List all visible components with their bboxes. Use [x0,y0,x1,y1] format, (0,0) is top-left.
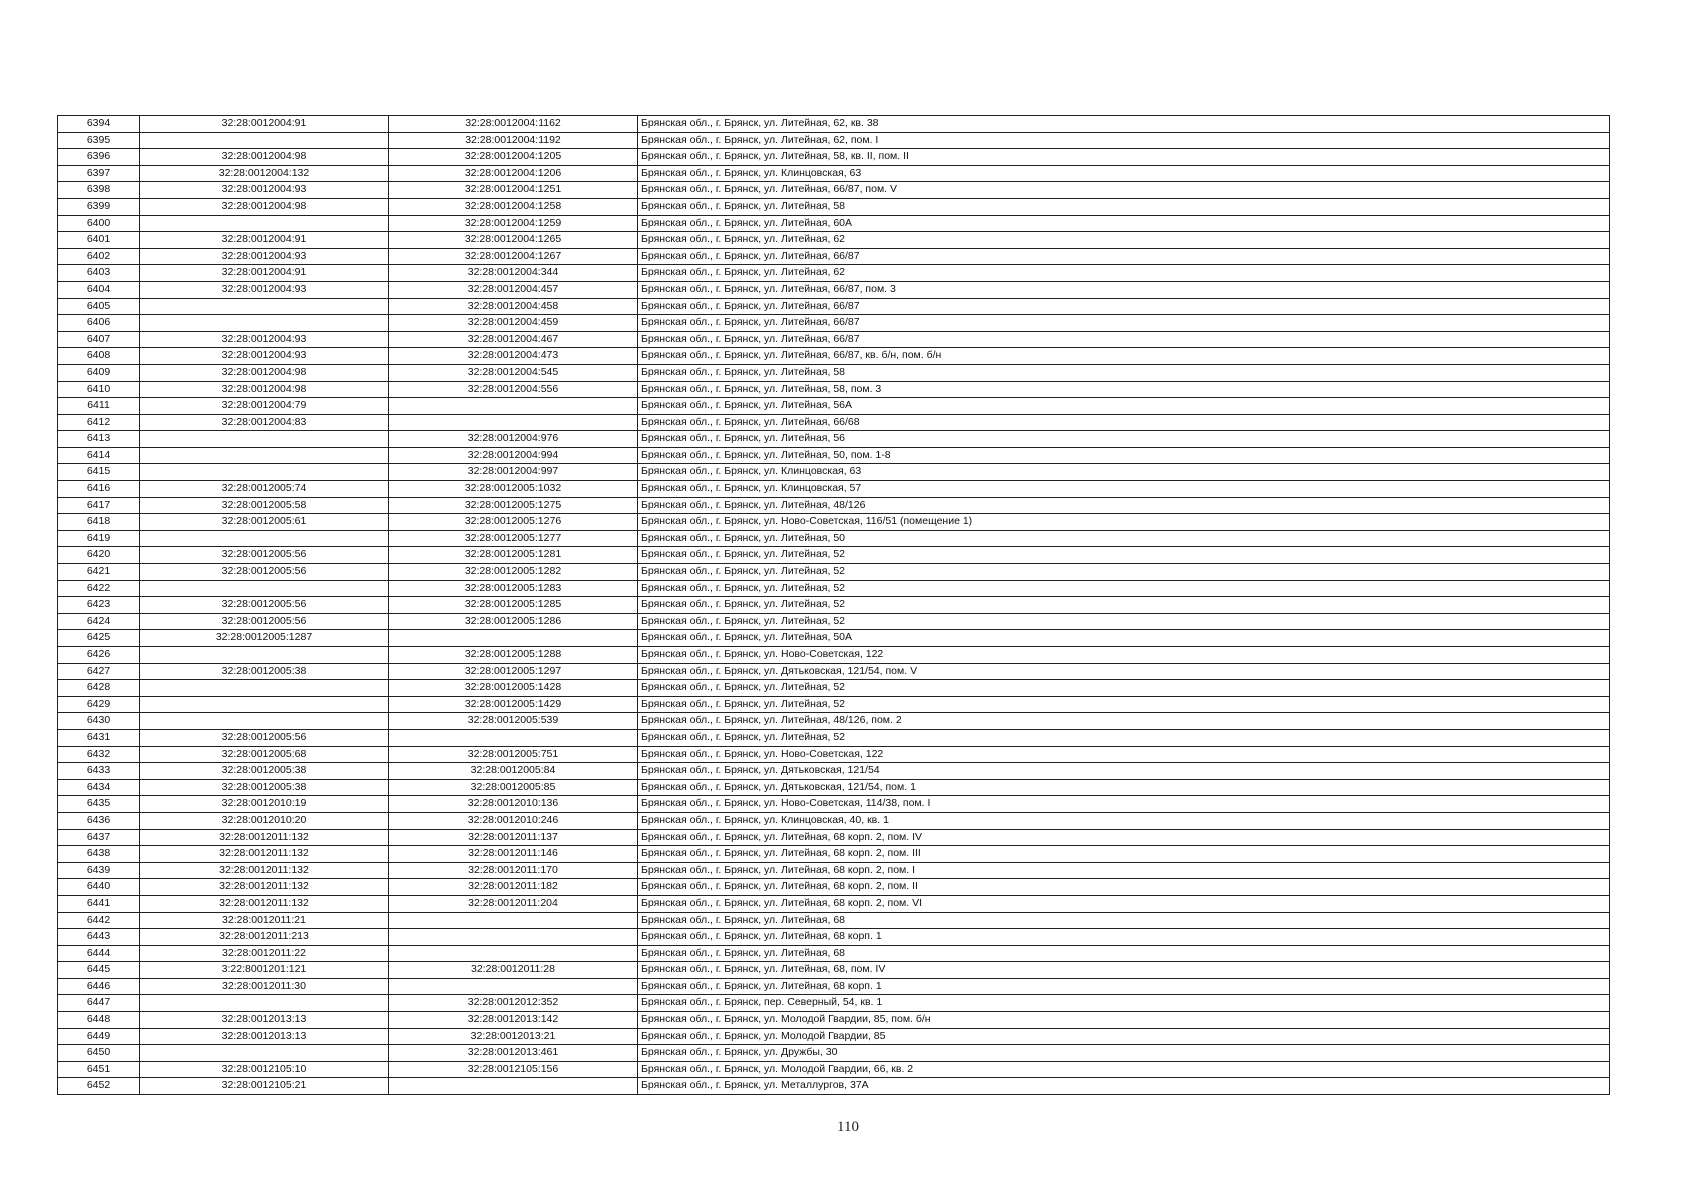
row-number-cell: 6400 [58,215,140,232]
row-number-cell: 6415 [58,464,140,481]
land-cadastral-number-cell: 32:28:0012005:58 [140,497,389,514]
table-row [58,846,1610,863]
row-number-cell: 6451 [58,1061,140,1078]
table-row [58,945,1610,962]
row-number-cell: 6438 [58,846,140,863]
row-number-cell: 6423 [58,597,140,614]
row-number-cell: 6429 [58,696,140,713]
address-cell: Брянская обл., г. Брянск, ул. Дятьковская, 121/54 [638,763,1610,780]
object-cadastral-number-cell: 32:28:0012005:1285 [389,597,638,614]
address-cell: Брянская обл., г. Брянск, ул. Литейная, 68 корп. 2, пом. IV [638,829,1610,846]
table-row [58,149,1610,166]
table-row [58,398,1610,415]
land-cadastral-number-cell: 32:28:0012005:1287 [140,630,389,647]
object-cadastral-number-cell: 32:28:0012011:146 [389,846,638,863]
row-number-cell: 6444 [58,945,140,962]
object-cadastral-number-cell [389,1078,638,1095]
address-cell: Брянская обл., г. Брянск, ул. Литейная, 52 [638,580,1610,597]
table-row [58,447,1610,464]
land-cadastral-number-cell [140,580,389,597]
table-row [58,481,1610,498]
object-cadastral-number-cell: 32:28:0012004:997 [389,464,638,481]
address-cell: Брянская обл., г. Брянск, ул. Литейная, 62 [638,265,1610,282]
land-cadastral-number-cell [140,132,389,149]
table-row [58,779,1610,796]
row-number-cell: 6449 [58,1028,140,1045]
table-row [58,431,1610,448]
address-cell: Брянская обл., г. Брянск, ул. Литейная, 56 [638,431,1610,448]
row-number-cell: 6447 [58,995,140,1012]
object-cadastral-number-cell: 32:28:0012004:1192 [389,132,638,149]
land-cadastral-number-cell: 32:28:0012011:213 [140,929,389,946]
object-cadastral-number-cell: 32:28:0012005:1277 [389,530,638,547]
object-cadastral-number-cell: 32:28:0012004:344 [389,265,638,282]
object-cadastral-number-cell: 32:28:0012004:1267 [389,248,638,265]
address-cell: Брянская обл., г. Брянск, ул. Литейная, 52 [638,680,1610,697]
address-cell: Брянская обл., г. Брянск, ул. Металлургов, 37А [638,1078,1610,1095]
table-row [58,232,1610,249]
address-cell: Брянская обл., г. Брянск, ул. Литейная, 66/87, пом. V [638,182,1610,199]
table-row [58,315,1610,332]
table-row [58,298,1610,315]
table-row [58,165,1610,182]
object-cadastral-number-cell: 32:28:0012004:458 [389,298,638,315]
land-cadastral-number-cell [140,1045,389,1062]
row-number-cell: 6397 [58,165,140,182]
address-cell: Брянская обл., г. Брянск, ул. Молодой Гвардии, 66, кв. 2 [638,1061,1610,1078]
object-cadastral-number-cell: 32:28:0012013:142 [389,1012,638,1029]
address-cell: Брянская обл., г. Брянск, ул. Литейная, 68, пом. IV [638,962,1610,979]
object-cadastral-number-cell: 32:28:0012010:246 [389,812,638,829]
row-number-cell: 6440 [58,879,140,896]
object-cadastral-number-cell: 32:28:0012005:1286 [389,613,638,630]
table-row [58,497,1610,514]
land-cadastral-number-cell: 32:28:0012011:132 [140,846,389,863]
land-cadastral-number-cell: 32:28:0012011:132 [140,879,389,896]
object-cadastral-number-cell: 32:28:0012004:994 [389,447,638,464]
land-cadastral-number-cell [140,315,389,332]
land-cadastral-number-cell: 32:28:0012013:13 [140,1012,389,1029]
table-row [58,381,1610,398]
land-cadastral-number-cell: 32:28:0012004:93 [140,182,389,199]
table-row [58,895,1610,912]
address-cell: Брянская обл., г. Брянск, ул. Литейная, 48/126 [638,497,1610,514]
table-row [58,647,1610,664]
table-row [58,763,1610,780]
object-cadastral-number-cell: 32:28:0012005:1032 [389,481,638,498]
land-cadastral-number-cell [140,298,389,315]
table-row [58,613,1610,630]
object-cadastral-number-cell: 32:28:0012011:137 [389,829,638,846]
object-cadastral-number-cell: 32:28:0012005:1288 [389,647,638,664]
object-cadastral-number-cell [389,978,638,995]
object-cadastral-number-cell: 32:28:0012004:467 [389,331,638,348]
address-cell: Брянская обл., г. Брянск, ул. Литейная, 52 [638,696,1610,713]
land-cadastral-number-cell [140,215,389,232]
object-cadastral-number-cell [389,912,638,929]
address-cell: Брянская обл., г. Брянск, ул. Литейная, 56А [638,398,1610,415]
row-number-cell: 6432 [58,746,140,763]
row-number-cell: 6443 [58,929,140,946]
table-row [58,182,1610,199]
table-row [58,978,1610,995]
address-cell: Брянская обл., г. Брянск, ул. Ново-Советская, 122 [638,746,1610,763]
table-row [58,862,1610,879]
land-cadastral-number-cell: 32:28:0012004:93 [140,331,389,348]
row-number-cell: 6439 [58,862,140,879]
land-cadastral-number-cell: 32:28:0012010:20 [140,812,389,829]
object-cadastral-number-cell: 32:28:0012005:751 [389,746,638,763]
row-number-cell: 6445 [58,962,140,979]
address-cell: Брянская обл., г. Брянск, ул. Ново-Советская, 114/38, пом. I [638,796,1610,813]
object-cadastral-number-cell: 32:28:0012013:461 [389,1045,638,1062]
row-number-cell: 6405 [58,298,140,315]
object-cadastral-number-cell: 32:28:0012011:28 [389,962,638,979]
table-row [58,198,1610,215]
object-cadastral-number-cell: 32:28:0012013:21 [389,1028,638,1045]
row-number-cell: 6431 [58,729,140,746]
land-cadastral-number-cell: 32:28:0012004:91 [140,265,389,282]
land-cadastral-number-cell: 32:28:0012005:74 [140,481,389,498]
object-cadastral-number-cell: 32:28:0012004:976 [389,431,638,448]
object-cadastral-number-cell: 32:28:0012010:136 [389,796,638,813]
land-cadastral-number-cell: 32:28:0012004:79 [140,398,389,415]
land-cadastral-number-cell: 32:28:0012011:132 [140,895,389,912]
land-cadastral-number-cell: 3:22:8001201:121 [140,962,389,979]
address-cell: Брянская обл., г. Брянск, ул. Литейная, 68 корп. 2, пом. I [638,862,1610,879]
row-number-cell: 6406 [58,315,140,332]
address-cell: Брянская обл., г. Брянск, ул. Литейная, 62 [638,232,1610,249]
row-number-cell: 6398 [58,182,140,199]
table-row [58,464,1610,481]
land-cadastral-number-cell: 32:28:0012005:56 [140,564,389,581]
address-cell: Брянская обл., г. Брянск, ул. Дружбы, 30 [638,1045,1610,1062]
land-cadastral-number-cell [140,464,389,481]
row-number-cell: 6452 [58,1078,140,1095]
row-number-cell: 6436 [58,812,140,829]
table-row [58,116,1610,133]
address-cell: Брянская обл., г. Брянск, ул. Клинцовская, 57 [638,481,1610,498]
object-cadastral-number-cell: 32:28:0012004:1205 [389,149,638,166]
table-row [58,962,1610,979]
address-cell: Брянская обл., г. Брянск, ул. Литейная, 58 [638,198,1610,215]
land-cadastral-number-cell: 32:28:0012011:21 [140,912,389,929]
object-cadastral-number-cell: 32:28:0012011:170 [389,862,638,879]
object-cadastral-number-cell: 32:28:0012005:1281 [389,547,638,564]
table-row [58,746,1610,763]
row-number-cell: 6395 [58,132,140,149]
table-row [58,1028,1610,1045]
row-number-cell: 6409 [58,364,140,381]
address-cell: Брянская обл., г. Брянск, ул. Литейная, 66/87, пом. 3 [638,281,1610,298]
row-number-cell: 6402 [58,248,140,265]
object-cadastral-number-cell: 32:28:0012004:1258 [389,198,638,215]
table-row [58,1012,1610,1029]
land-cadastral-number-cell: 32:28:0012005:38 [140,779,389,796]
table-row [58,713,1610,730]
row-number-cell: 6422 [58,580,140,597]
row-number-cell: 6413 [58,431,140,448]
object-cadastral-number-cell: 32:28:0012011:204 [389,895,638,912]
row-number-cell: 6427 [58,663,140,680]
land-cadastral-number-cell [140,713,389,730]
row-number-cell: 6394 [58,116,140,133]
table-row [58,929,1610,946]
table-row [58,729,1610,746]
land-cadastral-number-cell: 32:28:0012004:93 [140,248,389,265]
registry-table [57,115,1610,1095]
object-cadastral-number-cell: 32:28:0012012:352 [389,995,638,1012]
land-cadastral-number-cell [140,530,389,547]
object-cadastral-number-cell: 32:28:0012004:457 [389,281,638,298]
land-cadastral-number-cell: 32:28:0012011:22 [140,945,389,962]
row-number-cell: 6416 [58,481,140,498]
address-cell: Брянская обл., г. Брянск, ул. Литейная, 68 корп. 2, пом. II [638,879,1610,896]
object-cadastral-number-cell [389,630,638,647]
table-row [58,514,1610,531]
land-cadastral-number-cell [140,696,389,713]
table-row [58,348,1610,365]
address-cell: Брянская обл., г. Брянск, ул. Дятьковская, 121/54, пом. 1 [638,779,1610,796]
table-row [58,364,1610,381]
land-cadastral-number-cell: 32:28:0012005:56 [140,729,389,746]
row-number-cell: 6430 [58,713,140,730]
address-cell: Брянская обл., г. Брянск, ул. Литейная, 68 [638,912,1610,929]
address-cell: Брянская обл., г. Брянск, ул. Литейная, 58 [638,364,1610,381]
land-cadastral-number-cell: 32:28:0012004:93 [140,281,389,298]
land-cadastral-number-cell: 32:28:0012004:98 [140,364,389,381]
row-number-cell: 6417 [58,497,140,514]
address-cell: Брянская обл., г. Брянск, ул. Литейная, 50, пом. 1-8 [638,447,1610,464]
address-cell: Брянская обл., г. Брянск, ул. Молодой Гвардии, 85 [638,1028,1610,1045]
object-cadastral-number-cell: 32:28:0012005:1429 [389,696,638,713]
land-cadastral-number-cell: 32:28:0012004:132 [140,165,389,182]
table-row [58,414,1610,431]
object-cadastral-number-cell [389,929,638,946]
address-cell: Брянская обл., г. Брянск, ул. Литейная, 68 корп. 1 [638,929,1610,946]
object-cadastral-number-cell: 32:28:0012005:1297 [389,663,638,680]
address-cell: Брянская обл., г. Брянск, ул. Литейная, 48/126, пом. 2 [638,713,1610,730]
land-cadastral-number-cell: 32:28:0012013:13 [140,1028,389,1045]
address-cell: Брянская обл., г. Брянск, ул. Литейная, 58, пом. 3 [638,381,1610,398]
address-cell: Брянская обл., г. Брянск, ул. Клинцовская, 40, кв. 1 [638,812,1610,829]
table-row [58,248,1610,265]
address-cell: Брянская обл., г. Брянск, ул. Литейная, 68 корп. 2, пом. VI [638,895,1610,912]
land-cadastral-number-cell [140,647,389,664]
row-number-cell: 6399 [58,198,140,215]
address-cell: Брянская обл., г. Брянск, ул. Литейная, 62, кв. 38 [638,116,1610,133]
table-row [58,547,1610,564]
table-row [58,796,1610,813]
table-row [58,281,1610,298]
table-row [58,215,1610,232]
land-cadastral-number-cell: 32:28:0012005:61 [140,514,389,531]
address-cell: Брянская обл., г. Брянск, ул. Клинцовская, 63 [638,165,1610,182]
table-row [58,265,1610,282]
row-number-cell: 6403 [58,265,140,282]
address-cell: Брянская обл., г. Брянск, ул. Дятьковская, 121/54, пом. V [638,663,1610,680]
object-cadastral-number-cell: 32:28:0012005:1275 [389,497,638,514]
row-number-cell: 6419 [58,530,140,547]
address-cell: Брянская обл., г. Брянск, ул. Литейная, 52 [638,729,1610,746]
table-row [58,680,1610,697]
object-cadastral-number-cell: 32:28:0012005:85 [389,779,638,796]
object-cadastral-number-cell: 32:28:0012004:1206 [389,165,638,182]
row-number-cell: 6408 [58,348,140,365]
row-number-cell: 6401 [58,232,140,249]
address-cell: Брянская обл., г. Брянск, ул. Ново-Советская, 116/51 (помещение 1) [638,514,1610,531]
table-row [58,879,1610,896]
address-cell: Брянская обл., г. Брянск, ул. Литейная, 52 [638,613,1610,630]
object-cadastral-number-cell: 32:28:0012005:1282 [389,564,638,581]
row-number-cell: 6412 [58,414,140,431]
land-cadastral-number-cell: 32:28:0012005:38 [140,763,389,780]
table-row [58,580,1610,597]
row-number-cell: 6434 [58,779,140,796]
land-cadastral-number-cell: 32:28:0012011:132 [140,829,389,846]
land-cadastral-number-cell: 32:28:0012004:93 [140,348,389,365]
land-cadastral-number-cell: 32:28:0012005:56 [140,547,389,564]
object-cadastral-number-cell: 32:28:0012005:1283 [389,580,638,597]
object-cadastral-number-cell: 32:28:0012105:156 [389,1061,638,1078]
object-cadastral-number-cell [389,414,638,431]
land-cadastral-number-cell: 32:28:0012005:56 [140,597,389,614]
table-row [58,1078,1610,1095]
land-cadastral-number-cell: 32:28:0012105:21 [140,1078,389,1095]
object-cadastral-number-cell: 32:28:0012004:1162 [389,116,638,133]
row-number-cell: 6424 [58,613,140,630]
land-cadastral-number-cell: 32:28:0012011:132 [140,862,389,879]
address-cell: Брянская обл., г. Брянск, ул. Литейная, 66/87 [638,298,1610,315]
row-number-cell: 6396 [58,149,140,166]
land-cadastral-number-cell: 32:28:0012005:68 [140,746,389,763]
row-number-cell: 6418 [58,514,140,531]
row-number-cell: 6442 [58,912,140,929]
land-cadastral-number-cell: 32:28:0012005:56 [140,613,389,630]
address-cell: Брянская обл., г. Брянск, ул. Литейная, 68 корп. 2, пом. III [638,846,1610,863]
address-cell: Брянская обл., г. Брянск, ул. Литейная, 50А [638,630,1610,647]
row-number-cell: 6404 [58,281,140,298]
land-cadastral-number-cell: 32:28:0012004:91 [140,232,389,249]
land-cadastral-number-cell [140,447,389,464]
object-cadastral-number-cell [389,398,638,415]
object-cadastral-number-cell: 32:28:0012004:1259 [389,215,638,232]
table-row [58,597,1610,614]
row-number-cell: 6420 [58,547,140,564]
page-number: 110 [837,1119,859,1135]
table-row [58,663,1610,680]
object-cadastral-number-cell: 32:28:0012005:1428 [389,680,638,697]
land-cadastral-number-cell: 32:28:0012004:98 [140,381,389,398]
row-number-cell: 6421 [58,564,140,581]
address-cell: Брянская обл., г. Брянск, ул. Литейная, 52 [638,564,1610,581]
address-cell: Брянская обл., г. Брянск, ул. Ново-Советская, 122 [638,647,1610,664]
row-number-cell: 6425 [58,630,140,647]
object-cadastral-number-cell: 32:28:0012005:539 [389,713,638,730]
address-cell: Брянская обл., г. Брянск, ул. Литейная, 66/68 [638,414,1610,431]
object-cadastral-number-cell [389,945,638,962]
address-cell: Брянская обл., г. Брянск, ул. Литейная, 52 [638,597,1610,614]
row-number-cell: 6433 [58,763,140,780]
row-number-cell: 6448 [58,1012,140,1029]
object-cadastral-number-cell: 32:28:0012004:459 [389,315,638,332]
row-number-cell: 6446 [58,978,140,995]
row-number-cell: 6426 [58,647,140,664]
row-number-cell: 6411 [58,398,140,415]
object-cadastral-number-cell: 32:28:0012004:556 [389,381,638,398]
land-cadastral-number-cell [140,680,389,697]
table-row [58,564,1610,581]
address-cell: Брянская обл., г. Брянск, ул. Литейная, 62, пом. I [638,132,1610,149]
address-cell: Брянская обл., г. Брянск, ул. Литейная, 60А [638,215,1610,232]
table-row [58,1061,1610,1078]
row-number-cell: 6441 [58,895,140,912]
address-cell: Брянская обл., г. Брянск, ул. Литейная, 66/87 [638,248,1610,265]
table-row [58,912,1610,929]
object-cadastral-number-cell: 32:28:0012005:1276 [389,514,638,531]
land-cadastral-number-cell [140,431,389,448]
address-cell: Брянская обл., г. Брянск, ул. Литейная, 52 [638,547,1610,564]
land-cadastral-number-cell: 32:28:0012004:98 [140,149,389,166]
address-cell: Брянская обл., г. Брянск, ул. Литейная, 50 [638,530,1610,547]
address-cell: Брянская обл., г. Брянск, ул. Клинцовская, 63 [638,464,1610,481]
object-cadastral-number-cell: 32:28:0012004:545 [389,364,638,381]
address-cell: Брянская обл., г. Брянск, ул. Литейная, 58, кв. II, пом. II [638,149,1610,166]
address-cell: Брянская обл., г. Брянск, ул. Литейная, 68 корп. 1 [638,978,1610,995]
table-row [58,1045,1610,1062]
object-cadastral-number-cell: 32:28:0012005:84 [389,763,638,780]
land-cadastral-number-cell: 32:28:0012004:91 [140,116,389,133]
row-number-cell: 6410 [58,381,140,398]
object-cadastral-number-cell [389,729,638,746]
object-cadastral-number-cell: 32:28:0012004:1265 [389,232,638,249]
registry-table-body [58,116,1610,1095]
table-row [58,530,1610,547]
table-row [58,132,1610,149]
land-cadastral-number-cell [140,995,389,1012]
address-cell: Брянская обл., г. Брянск, пер. Северный, 54, кв. 1 [638,995,1610,1012]
row-number-cell: 6435 [58,796,140,813]
land-cadastral-number-cell: 32:28:0012004:83 [140,414,389,431]
table-row [58,630,1610,647]
object-cadastral-number-cell: 32:28:0012011:182 [389,879,638,896]
row-number-cell: 6450 [58,1045,140,1062]
table-row [58,331,1610,348]
address-cell: Брянская обл., г. Брянск, ул. Литейная, 66/87, кв. б/н, пом. б/н [638,348,1610,365]
land-cadastral-number-cell: 32:28:0012011:30 [140,978,389,995]
land-cadastral-number-cell: 32:28:0012105:10 [140,1061,389,1078]
address-cell: Брянская обл., г. Брянск, ул. Литейная, 68 [638,945,1610,962]
row-number-cell: 6437 [58,829,140,846]
object-cadastral-number-cell: 32:28:0012004:473 [389,348,638,365]
table-row [58,829,1610,846]
address-cell: Брянская обл., г. Брянск, ул. Молодой Гвардии, 85, пом. б/н [638,1012,1610,1029]
land-cadastral-number-cell: 32:28:0012005:38 [140,663,389,680]
land-cadastral-number-cell: 32:28:0012004:98 [140,198,389,215]
row-number-cell: 6414 [58,447,140,464]
row-number-cell: 6407 [58,331,140,348]
table-row [58,995,1610,1012]
address-cell: Брянская обл., г. Брянск, ул. Литейная, 66/87 [638,315,1610,332]
address-cell: Брянская обл., г. Брянск, ул. Литейная, 66/87 [638,331,1610,348]
table-row [58,696,1610,713]
object-cadastral-number-cell: 32:28:0012004:1251 [389,182,638,199]
row-number-cell: 6428 [58,680,140,697]
land-cadastral-number-cell: 32:28:0012010:19 [140,796,389,813]
table-row [58,812,1610,829]
